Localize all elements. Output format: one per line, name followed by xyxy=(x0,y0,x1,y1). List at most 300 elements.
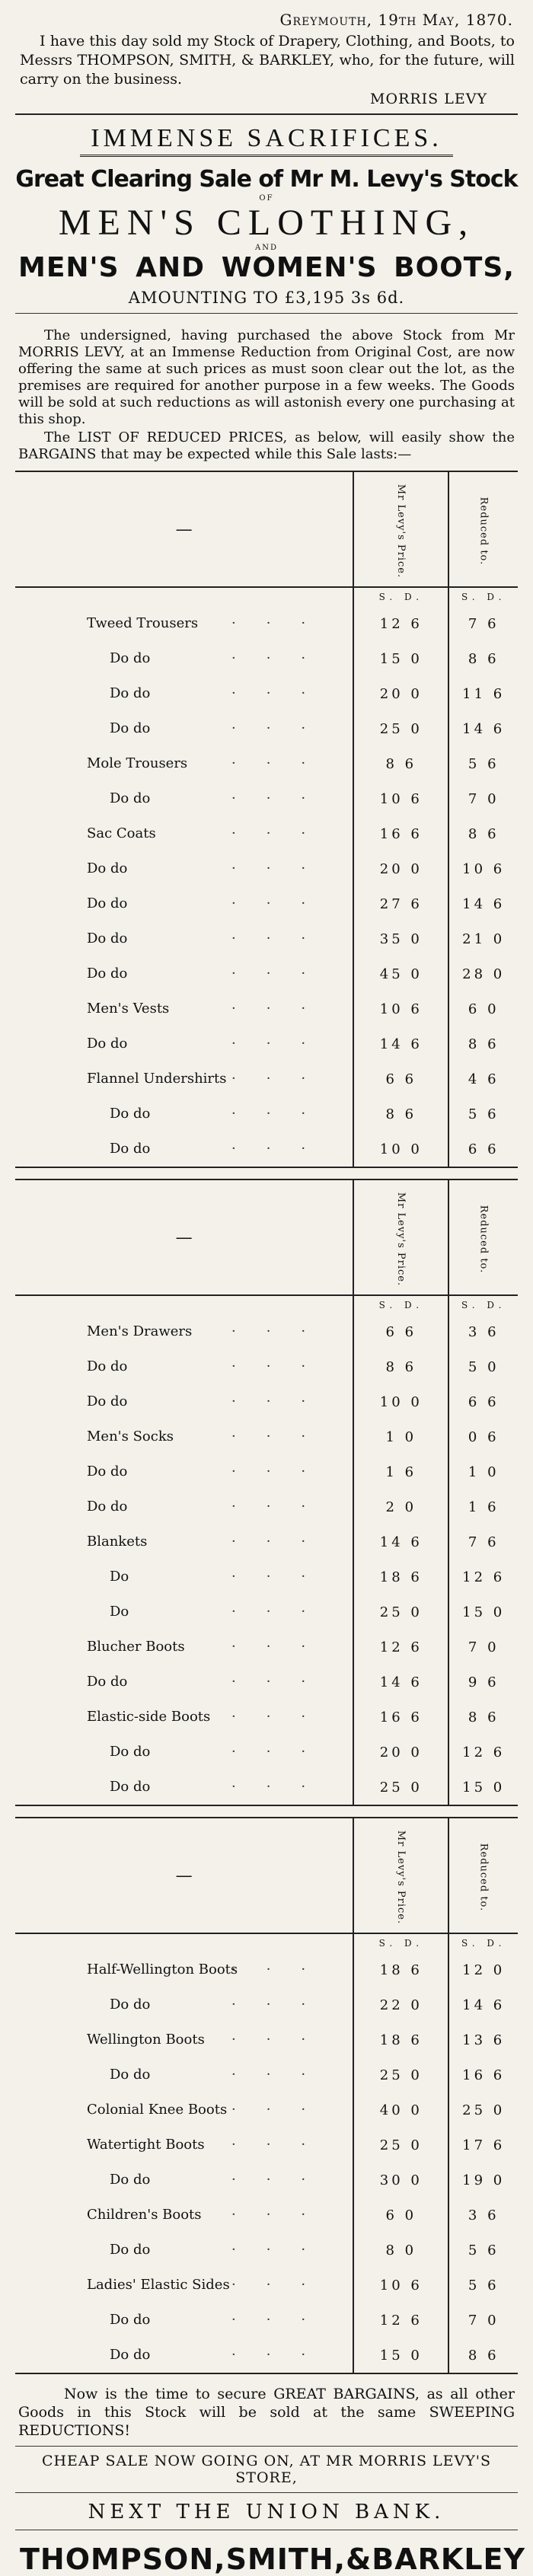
item-cell xyxy=(15,1384,353,1419)
item-name: Do do xyxy=(110,1106,151,1122)
item-cell xyxy=(15,1419,353,1454)
leader-dots: ··· xyxy=(231,2277,337,2293)
mens-clothing-heading: MEN'S CLOTHING, xyxy=(58,203,475,243)
reduced-price: 3 6 xyxy=(448,1314,518,1349)
item-cell xyxy=(15,1594,353,1630)
table-header-item: — xyxy=(15,1179,353,1295)
levy-price: 45 0 xyxy=(353,956,448,991)
item-name: Do do xyxy=(110,2242,151,2258)
leader-dots: ··· xyxy=(231,860,337,876)
leader-dots: ··· xyxy=(231,1534,337,1550)
table-header-reduced: Reduced to. xyxy=(448,1179,518,1295)
levy-price: 12 6 xyxy=(353,606,448,641)
boots-word: AND xyxy=(136,252,206,283)
item-name: Men's Vests xyxy=(87,1001,170,1017)
reduced-price: 11 6 xyxy=(448,676,518,711)
levy-price: 18 6 xyxy=(353,1559,448,1594)
price-lists xyxy=(15,471,518,2379)
location-line: NEXT THE UNION BANK. xyxy=(88,2501,445,2523)
item-cell xyxy=(15,606,353,641)
item-name: Do do xyxy=(87,1393,128,1409)
reduced-price: 14 6 xyxy=(448,886,518,921)
item-cell xyxy=(15,1132,353,1167)
item-cell xyxy=(15,2057,353,2092)
item-cell xyxy=(15,2338,353,2373)
item-name: Do do xyxy=(87,1358,128,1374)
intro-paragraph: The undersigned, having purchased the above Stock from Mr MORRIS LEVY, at an Immense Reduction from Original Cost, are now offering the same at such prices as must soon clear out the lot, as the premises are required for another purpose in a few weeks. The Goods will be sold at such reductions as will astonish every one purchasing at this shop. xyxy=(18,327,515,427)
item-cell xyxy=(15,816,353,851)
levy-price: 16 6 xyxy=(353,1700,448,1735)
levy-price: 15 0 xyxy=(353,641,448,676)
reduced-price: 7 6 xyxy=(448,606,518,641)
leader-dots: ··· xyxy=(231,966,337,982)
table-row xyxy=(15,2128,518,2163)
levy-price: 6 6 xyxy=(353,1314,448,1349)
leader-dots: ··· xyxy=(231,2137,337,2153)
item-cell xyxy=(15,1952,353,1987)
levy-price: 27 6 xyxy=(353,886,448,921)
table-row xyxy=(15,1454,518,1489)
table-row xyxy=(15,1952,518,1987)
levy-price: 22 0 xyxy=(353,1987,448,2022)
reduced-price: 7 0 xyxy=(448,781,518,816)
levy-price: 18 6 xyxy=(353,2022,448,2057)
table-row xyxy=(15,1026,518,1061)
leader-dots: ··· xyxy=(231,930,337,946)
leader-dots: ··· xyxy=(231,1323,337,1339)
levy-price: 6 6 xyxy=(353,1061,448,1096)
item-name: Do do xyxy=(110,790,151,806)
levy-price: 10 0 xyxy=(353,1384,448,1419)
levy-price: 30 0 xyxy=(353,2163,448,2198)
reduced-price: 3 6 xyxy=(448,2198,518,2233)
reduced-price: 13 6 xyxy=(448,2022,518,2057)
table-row xyxy=(15,1594,518,1630)
levy-price: 8 0 xyxy=(353,2233,448,2268)
reduced-price: 8 6 xyxy=(448,816,518,851)
table-row xyxy=(15,1700,518,1735)
price-table xyxy=(15,1817,518,2379)
item-cell xyxy=(15,1454,353,1489)
table-row xyxy=(15,1559,518,1594)
reduced-price: 15 0 xyxy=(448,1770,518,1805)
item-cell xyxy=(15,2092,353,2128)
table-header-item: — xyxy=(15,1818,353,1933)
leader-dots: ··· xyxy=(231,2172,337,2188)
levy-price: 1 0 xyxy=(353,1419,448,1454)
units-row xyxy=(15,587,518,606)
reduced-price: 6 6 xyxy=(448,1132,518,1167)
levy-price: 18 6 xyxy=(353,1952,448,1987)
levy-price: 40 0 xyxy=(353,2092,448,2128)
reduced-price: 0 6 xyxy=(448,1419,518,1454)
divider xyxy=(15,113,518,115)
boots-word: MEN'S xyxy=(18,252,120,283)
reduced-price: 25 0 xyxy=(448,2092,518,2128)
item-cell xyxy=(15,1026,353,1061)
item-name: Do do xyxy=(87,860,128,876)
firm-word: & xyxy=(346,2542,372,2576)
item-name: Do do xyxy=(110,2347,151,2363)
headline-box xyxy=(15,124,518,157)
item-name: Men's Drawers xyxy=(87,1323,193,1339)
leader-dots: ··· xyxy=(231,895,337,911)
table-row xyxy=(15,1384,518,1419)
item-name: Men's Socks xyxy=(87,1428,174,1444)
leader-dots: ··· xyxy=(231,2207,337,2223)
units-cell: S. D. xyxy=(448,587,518,606)
table-row xyxy=(15,676,518,711)
units-cell: S. D. xyxy=(353,1295,448,1314)
item-name: Do do xyxy=(110,2172,151,2188)
table-row xyxy=(15,606,518,641)
levy-price: 35 0 xyxy=(353,921,448,956)
item-cell xyxy=(15,886,353,921)
item-name: Do do xyxy=(87,1036,128,1052)
levy-price: 8 6 xyxy=(353,746,448,781)
levy-price: 20 0 xyxy=(353,851,448,886)
levy-price: 25 0 xyxy=(353,711,448,746)
units-cell: S. D. xyxy=(353,587,448,606)
reduced-price: 14 6 xyxy=(448,1987,518,2022)
item-name: Do do xyxy=(110,1997,151,2013)
reduced-price: 17 6 xyxy=(448,2128,518,2163)
levy-price: 1 6 xyxy=(353,1454,448,1489)
clearing-sale-heading: Great Clearing Sale of Mr M. Levy's Stock xyxy=(15,166,518,193)
levy-price: 6 0 xyxy=(353,2198,448,2233)
levy-price: 14 6 xyxy=(353,1026,448,1061)
sale-notice: I have this day sold my Stock of Drapery, Clothing, and Boots, to Messrs THOMPSON, SMITH, & BARKLEY, who, for the future, will carry on the business. xyxy=(20,33,515,88)
closing-paragraph: Now is the time to secure GREAT BARGAINS, as all other Goods in this Stock will be sold at the same SWEEPING REDUCTIONS! xyxy=(18,2386,515,2439)
amount-line: AMOUNTING TO £3,195 3s 6d. xyxy=(128,289,405,307)
table-row xyxy=(15,1419,518,1454)
item-name: Flannel Undershirts xyxy=(87,1071,227,1087)
table-row xyxy=(15,886,518,921)
levy-price: 14 6 xyxy=(353,1665,448,1700)
item-name: Do do xyxy=(110,720,151,736)
cheap-sale-line: CHEAP SALE NOW GOING ON, AT MR MORRIS LEVY'S STORE, xyxy=(41,2453,492,2486)
item-cell xyxy=(15,851,353,886)
leader-dots: ··· xyxy=(231,2032,337,2048)
leader-dots: ··· xyxy=(231,1358,337,1374)
table-row xyxy=(15,781,518,816)
levy-price: 14 6 xyxy=(353,1524,448,1559)
leader-dots: ··· xyxy=(231,2312,337,2328)
item-name: Blucher Boots xyxy=(87,1639,185,1655)
reduced-price: 6 6 xyxy=(448,1384,518,1419)
item-name: Mole Trousers xyxy=(87,755,188,771)
reduced-price: 9 6 xyxy=(448,1665,518,1700)
reduced-price: 7 0 xyxy=(448,2303,518,2338)
levy-price: 20 0 xyxy=(353,1735,448,1770)
item-cell xyxy=(15,1987,353,2022)
item-cell xyxy=(15,1096,353,1132)
reduced-price: 5 6 xyxy=(448,1096,518,1132)
item-cell xyxy=(15,2128,353,2163)
leader-dots: ··· xyxy=(231,790,337,806)
leader-dots: ··· xyxy=(231,1106,337,1122)
table-row xyxy=(15,2338,518,2373)
table-row xyxy=(15,1987,518,2022)
boots-heading xyxy=(18,252,515,284)
table-row xyxy=(15,816,518,851)
levy-price: 15 0 xyxy=(353,2338,448,2373)
reduced-price: 8 6 xyxy=(448,2338,518,2373)
leader-dots: ··· xyxy=(231,1779,337,1795)
item-name: Ladies' Elastic Sides xyxy=(87,2277,230,2293)
reduced-price: 4 6 xyxy=(448,1061,518,1096)
signer-name: MORRIS LEVY xyxy=(370,91,487,107)
reduced-price: 19 0 xyxy=(448,2163,518,2198)
levy-price: 10 6 xyxy=(353,991,448,1026)
divider xyxy=(15,313,518,314)
leader-dots: ··· xyxy=(231,1639,337,1655)
leader-dots: ··· xyxy=(231,1604,337,1620)
leader-dots: ··· xyxy=(231,1141,337,1157)
table-row xyxy=(15,991,518,1026)
reduced-price: 12 0 xyxy=(448,1952,518,1987)
item-name: Do do xyxy=(110,2312,151,2328)
item-name: Do do xyxy=(110,1141,151,1157)
intro-paragraph-2: The LIST OF REDUCED PRICES, as below, will easily show the BARGAINS that may be expected while this Sale lasts:— xyxy=(18,429,515,462)
reduced-price: 8 6 xyxy=(448,641,518,676)
leader-dots: ··· xyxy=(231,1001,337,1017)
item-cell xyxy=(15,641,353,676)
item-name: Do do xyxy=(110,650,151,666)
table-row xyxy=(15,2233,518,2268)
item-name: Tweed Trousers xyxy=(87,615,199,631)
table-row xyxy=(15,1314,518,1349)
item-name: Do do xyxy=(110,1744,151,1760)
divider xyxy=(15,2446,518,2447)
table-header-reduced: Reduced to. xyxy=(448,1818,518,1933)
leader-dots: ··· xyxy=(231,1071,337,1087)
leader-dots: ··· xyxy=(231,1036,337,1052)
reduced-price: 7 0 xyxy=(448,1630,518,1665)
levy-price: 8 6 xyxy=(353,1096,448,1132)
table-row xyxy=(15,1349,518,1384)
item-cell xyxy=(15,1349,353,1384)
reduced-price: 12 6 xyxy=(448,1559,518,1594)
item-cell xyxy=(15,2163,353,2198)
levy-price: 25 0 xyxy=(353,2057,448,2092)
reduced-price: 16 6 xyxy=(448,2057,518,2092)
table-row xyxy=(15,1770,518,1805)
table-row xyxy=(15,2057,518,2092)
item-name: Wellington Boots xyxy=(87,2032,205,2048)
item-cell xyxy=(15,781,353,816)
leader-dots: ··· xyxy=(231,1962,337,1977)
leader-dots: ··· xyxy=(231,1428,337,1444)
table-row xyxy=(15,2268,518,2303)
reduced-price: 8 6 xyxy=(448,1700,518,1735)
price-table xyxy=(15,471,518,1173)
item-cell xyxy=(15,1770,353,1805)
advertisement-page xyxy=(15,0,526,2576)
leader-dots: ··· xyxy=(231,1997,337,2013)
table-header-levy-price: Mr Levy's Price. xyxy=(353,471,448,587)
item-cell xyxy=(15,711,353,746)
item-name: Do do xyxy=(110,1779,151,1795)
immense-sacrifices-heading: IMMENSE SACRIFICES. xyxy=(80,124,453,157)
table-row xyxy=(15,1735,518,1770)
table-row xyxy=(15,1061,518,1096)
table-header-levy-price: Mr Levy's Price. xyxy=(353,1818,448,1933)
table-row xyxy=(15,851,518,886)
item-name: Colonial Knee Boots xyxy=(87,2102,228,2118)
table-row xyxy=(15,1665,518,1700)
item-name: Do do xyxy=(110,2067,151,2083)
table-header-item: — xyxy=(15,471,353,587)
table-row xyxy=(15,956,518,991)
reduced-price: 1 6 xyxy=(448,1489,518,1524)
leader-dots: ··· xyxy=(231,720,337,736)
item-name: Do do xyxy=(110,685,151,701)
firm-word: SMITH, xyxy=(225,2542,346,2576)
levy-price: 25 0 xyxy=(353,1594,448,1630)
price-table xyxy=(15,1179,518,1811)
reduced-price: 10 6 xyxy=(448,851,518,886)
units-cell: S. D. xyxy=(448,1933,518,1952)
item-cell xyxy=(15,1061,353,1096)
reduced-price: 15 0 xyxy=(448,1594,518,1630)
table-row xyxy=(15,1132,518,1167)
table-row xyxy=(15,921,518,956)
item-cell xyxy=(15,2303,353,2338)
table-row xyxy=(15,2303,518,2338)
firm-word: THOMPSON, xyxy=(20,2542,226,2576)
leader-dots: ··· xyxy=(231,1674,337,1690)
reduced-price: 5 6 xyxy=(448,2268,518,2303)
levy-price: 10 6 xyxy=(353,2268,448,2303)
item-name: Sac Coats xyxy=(87,825,156,841)
levy-price: 2 0 xyxy=(353,1489,448,1524)
item-cell xyxy=(15,1630,353,1665)
table-row xyxy=(15,2163,518,2198)
item-cell xyxy=(15,921,353,956)
reduced-price: 8 6 xyxy=(448,1026,518,1061)
reduced-price: 7 6 xyxy=(448,1524,518,1559)
item-cell xyxy=(15,1700,353,1735)
leader-dots: ··· xyxy=(231,2242,337,2258)
item-name: Do xyxy=(110,1604,129,1620)
table-row xyxy=(15,1489,518,1524)
item-cell xyxy=(15,956,353,991)
leader-dots: ··· xyxy=(231,755,337,771)
leader-dots: ··· xyxy=(231,650,337,666)
item-cell xyxy=(15,1489,353,1524)
table-row xyxy=(15,2198,518,2233)
item-name: Children's Boots xyxy=(87,2207,202,2223)
divider xyxy=(15,2492,518,2493)
leader-dots: ··· xyxy=(231,825,337,841)
reduced-price: 12 6 xyxy=(448,1735,518,1770)
reduced-price: 28 0 xyxy=(448,956,518,991)
leader-dots: ··· xyxy=(231,685,337,701)
item-cell xyxy=(15,746,353,781)
item-name: Do do xyxy=(87,1674,128,1690)
table-row xyxy=(15,2092,518,2128)
table-row xyxy=(15,711,518,746)
item-cell xyxy=(15,1735,353,1770)
units-cell: S. D. xyxy=(448,1295,518,1314)
item-name: Watertight Boots xyxy=(87,2137,205,2153)
firm-word: BARKLEY xyxy=(372,2542,526,2576)
reduced-price: 6 0 xyxy=(448,991,518,1026)
table-row xyxy=(15,1630,518,1665)
reduced-price: 5 0 xyxy=(448,1349,518,1384)
item-name: Do do xyxy=(87,1464,128,1480)
item-cell xyxy=(15,1314,353,1349)
leader-dots: ··· xyxy=(231,1709,337,1725)
levy-price: 25 0 xyxy=(353,1770,448,1805)
reduced-price: 5 6 xyxy=(448,2233,518,2268)
table-header-reduced: Reduced to. xyxy=(448,471,518,587)
table-row xyxy=(15,2022,518,2057)
table-row xyxy=(15,1096,518,1132)
levy-price: 10 0 xyxy=(353,1132,448,1167)
item-cell xyxy=(15,2022,353,2057)
table-row xyxy=(15,641,518,676)
table-row xyxy=(15,1524,518,1559)
and-word: AND xyxy=(255,244,278,252)
levy-price: 12 6 xyxy=(353,2303,448,2338)
item-name: Blankets xyxy=(87,1534,148,1550)
reduced-price: 14 6 xyxy=(448,711,518,746)
item-name: Do do xyxy=(87,895,128,911)
levy-price: 8 6 xyxy=(353,1349,448,1384)
item-name: Elastic-side Boots xyxy=(87,1709,211,1725)
leader-dots: ··· xyxy=(231,1744,337,1760)
reduced-price: 5 6 xyxy=(448,746,518,781)
levy-price: 20 0 xyxy=(353,676,448,711)
boots-word: BOOTS, xyxy=(394,252,515,283)
leader-dots: ··· xyxy=(231,2347,337,2363)
leader-dots: ··· xyxy=(231,2067,337,2083)
reduced-price: 21 0 xyxy=(448,921,518,956)
item-cell xyxy=(15,2233,353,2268)
item-cell xyxy=(15,1524,353,1559)
table-row xyxy=(15,746,518,781)
item-name: Do do xyxy=(87,1499,128,1515)
leader-dots: ··· xyxy=(231,2102,337,2118)
firm-name xyxy=(20,2542,526,2576)
leader-dots: ··· xyxy=(231,1499,337,1515)
item-cell xyxy=(15,676,353,711)
item-cell xyxy=(15,2268,353,2303)
levy-price: 25 0 xyxy=(353,2128,448,2163)
reduced-price: 1 0 xyxy=(448,1454,518,1489)
item-cell xyxy=(15,2198,353,2233)
item-cell xyxy=(15,991,353,1026)
levy-price: 16 6 xyxy=(353,816,448,851)
of-word: OF xyxy=(259,194,274,203)
leader-dots: ··· xyxy=(231,1393,337,1409)
table-header-levy-price: Mr Levy's Price. xyxy=(353,1179,448,1295)
item-cell xyxy=(15,1665,353,1700)
units-row xyxy=(15,1295,518,1314)
item-cell xyxy=(15,1559,353,1594)
item-name: Do do xyxy=(87,930,128,946)
item-name: Half-Wellington Boots xyxy=(87,1962,238,1977)
boots-word: WOMEN'S xyxy=(221,252,378,283)
leader-dots: ··· xyxy=(231,1569,337,1585)
leader-dots: ··· xyxy=(231,615,337,631)
leader-dots: ··· xyxy=(231,1464,337,1480)
levy-price: 12 6 xyxy=(353,1630,448,1665)
item-name: Do do xyxy=(87,966,128,982)
levy-price: 10 6 xyxy=(353,781,448,816)
